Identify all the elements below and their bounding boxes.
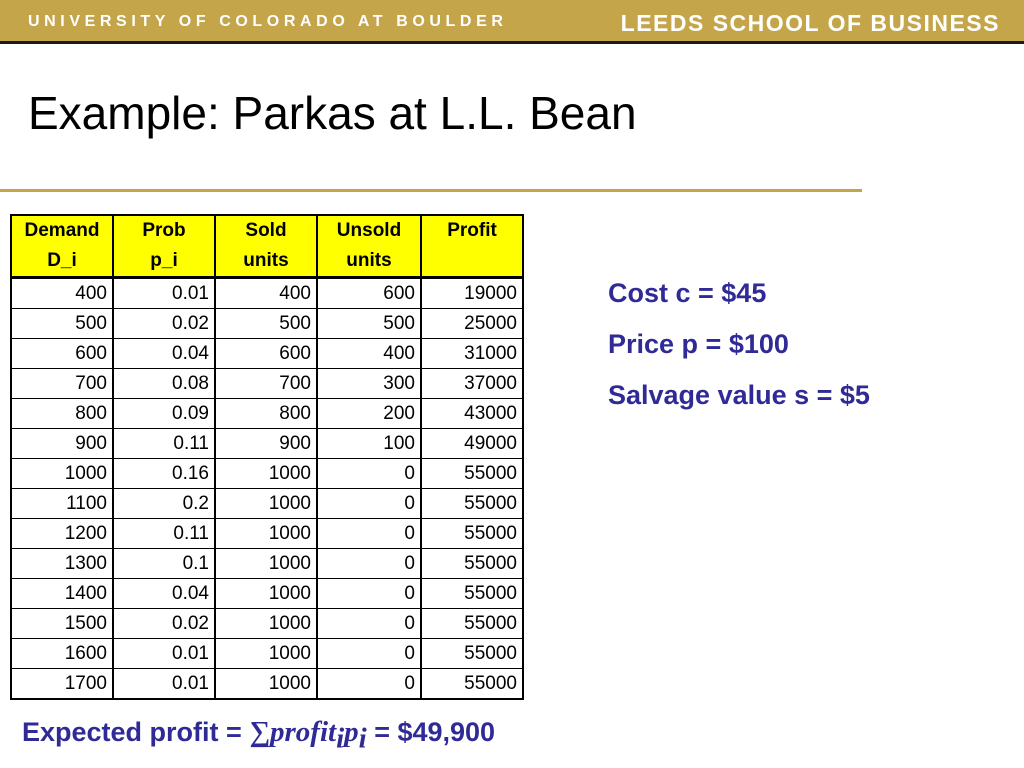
cell-profit: 55000 xyxy=(421,639,523,669)
table-row xyxy=(11,429,523,459)
table-row xyxy=(11,339,523,369)
cell-unsold: 500 xyxy=(317,309,421,339)
cell-profit: 37000 xyxy=(421,369,523,399)
cell-unsold: 100 xyxy=(317,429,421,459)
cell-sold: 1000 xyxy=(215,609,317,639)
column-header-demand: Demand D_i xyxy=(11,215,113,278)
price-parameter: Price p = $100 xyxy=(608,329,789,359)
cell-unsold: 200 xyxy=(317,399,421,429)
cell-prob: 0.16 xyxy=(113,459,215,489)
cell-profit: 55000 xyxy=(421,459,523,489)
cell-sold: 900 xyxy=(215,429,317,459)
column-header-prob: Prob p_i xyxy=(113,215,215,278)
cell-unsold: 0 xyxy=(317,549,421,579)
sum-symbol: ∑ xyxy=(249,716,270,748)
cell-demand: 600 xyxy=(11,339,113,369)
cell-prob: 0.1 xyxy=(113,549,215,579)
table-row xyxy=(11,369,523,399)
cell-profit: 55000 xyxy=(421,519,523,549)
cell-unsold: 600 xyxy=(317,278,421,309)
column-header-profit: Profit xyxy=(421,215,523,278)
prob-term: p xyxy=(344,716,359,748)
title-divider xyxy=(0,189,862,192)
cell-prob: 0.01 xyxy=(113,278,215,309)
cell-unsold: 0 xyxy=(317,489,421,519)
profit-table xyxy=(10,214,524,700)
cell-unsold: 0 xyxy=(317,609,421,639)
cell-sold: 400 xyxy=(215,278,317,309)
header-banner xyxy=(0,0,1024,44)
table-row xyxy=(11,278,523,309)
table-row xyxy=(11,399,523,429)
cell-demand: 700 xyxy=(11,369,113,399)
cell-sold: 1000 xyxy=(215,579,317,609)
table-row xyxy=(11,669,523,700)
university-name: UNIVERSITY OF COLORADO AT BOULDER xyxy=(28,13,508,30)
cell-unsold: 300 xyxy=(317,369,421,399)
cell-profit: 49000 xyxy=(421,429,523,459)
cell-prob: 0.2 xyxy=(113,489,215,519)
table-row xyxy=(11,519,523,549)
cell-unsold: 0 xyxy=(317,579,421,609)
expected-profit-label: Expected profit = xyxy=(22,717,250,747)
cell-demand: 1400 xyxy=(11,579,113,609)
cell-demand: 900 xyxy=(11,429,113,459)
profit-term: profit xyxy=(270,716,337,748)
expected-profit-value: = $49,900 xyxy=(366,717,496,747)
cell-profit: 31000 xyxy=(421,339,523,369)
cell-demand: 1700 xyxy=(11,669,113,700)
expected-profit-formula xyxy=(22,716,495,755)
cell-sold: 500 xyxy=(215,309,317,339)
cell-prob: 0.04 xyxy=(113,579,215,609)
cell-profit: 43000 xyxy=(421,399,523,429)
cell-unsold: 0 xyxy=(317,669,421,700)
salvage-parameter: Salvage value s = $5 xyxy=(608,380,870,410)
cell-prob: 0.08 xyxy=(113,369,215,399)
table-row xyxy=(11,579,523,609)
cell-sold: 1000 xyxy=(215,459,317,489)
cell-prob: 0.02 xyxy=(113,309,215,339)
cell-unsold: 0 xyxy=(317,459,421,489)
cell-profit: 55000 xyxy=(421,609,523,639)
cell-prob: 0.11 xyxy=(113,429,215,459)
table-row xyxy=(11,309,523,339)
cell-profit: 19000 xyxy=(421,278,523,309)
cell-demand: 1500 xyxy=(11,609,113,639)
cell-profit: 25000 xyxy=(421,309,523,339)
cell-demand: 1600 xyxy=(11,639,113,669)
cell-sold: 1000 xyxy=(215,669,317,700)
cell-profit: 55000 xyxy=(421,669,523,700)
cell-prob: 0.01 xyxy=(113,669,215,700)
profit-subscript: i xyxy=(336,722,345,755)
cell-prob: 0.04 xyxy=(113,339,215,369)
prob-subscript: i xyxy=(358,722,367,755)
cell-demand: 500 xyxy=(11,309,113,339)
cell-unsold: 0 xyxy=(317,519,421,549)
cell-sold: 1000 xyxy=(215,639,317,669)
cell-sold: 600 xyxy=(215,339,317,369)
cell-demand: 1300 xyxy=(11,549,113,579)
cell-demand: 1100 xyxy=(11,489,113,519)
school-name: LEEDS SCHOOL OF BUSINESS xyxy=(620,10,1000,36)
cell-demand: 400 xyxy=(11,278,113,309)
cell-prob: 0.09 xyxy=(113,399,215,429)
cell-sold: 1000 xyxy=(215,549,317,579)
cell-unsold: 0 xyxy=(317,639,421,669)
table-row xyxy=(11,459,523,489)
cell-unsold: 400 xyxy=(317,339,421,369)
cell-profit: 55000 xyxy=(421,489,523,519)
table-row xyxy=(11,639,523,669)
table-row xyxy=(11,489,523,519)
column-header-sold: Sold units xyxy=(215,215,317,278)
table-header-row xyxy=(11,215,523,278)
cell-sold: 1000 xyxy=(215,519,317,549)
cell-demand: 1200 xyxy=(11,519,113,549)
cell-prob: 0.11 xyxy=(113,519,215,549)
cell-sold: 800 xyxy=(215,399,317,429)
cell-demand: 1000 xyxy=(11,459,113,489)
cost-parameter: Cost c = $45 xyxy=(608,278,767,308)
cell-sold: 1000 xyxy=(215,489,317,519)
cell-prob: 0.02 xyxy=(113,609,215,639)
cell-demand: 800 xyxy=(11,399,113,429)
column-header-unsold: Unsold units xyxy=(317,215,421,278)
cell-profit: 55000 xyxy=(421,579,523,609)
table-row xyxy=(11,549,523,579)
parameters-block xyxy=(608,274,870,427)
cell-profit: 55000 xyxy=(421,549,523,579)
table-row xyxy=(11,609,523,639)
slide-title: Example: Parkas at L.L. Bean xyxy=(28,87,637,139)
cell-prob: 0.01 xyxy=(113,639,215,669)
cell-sold: 700 xyxy=(215,369,317,399)
